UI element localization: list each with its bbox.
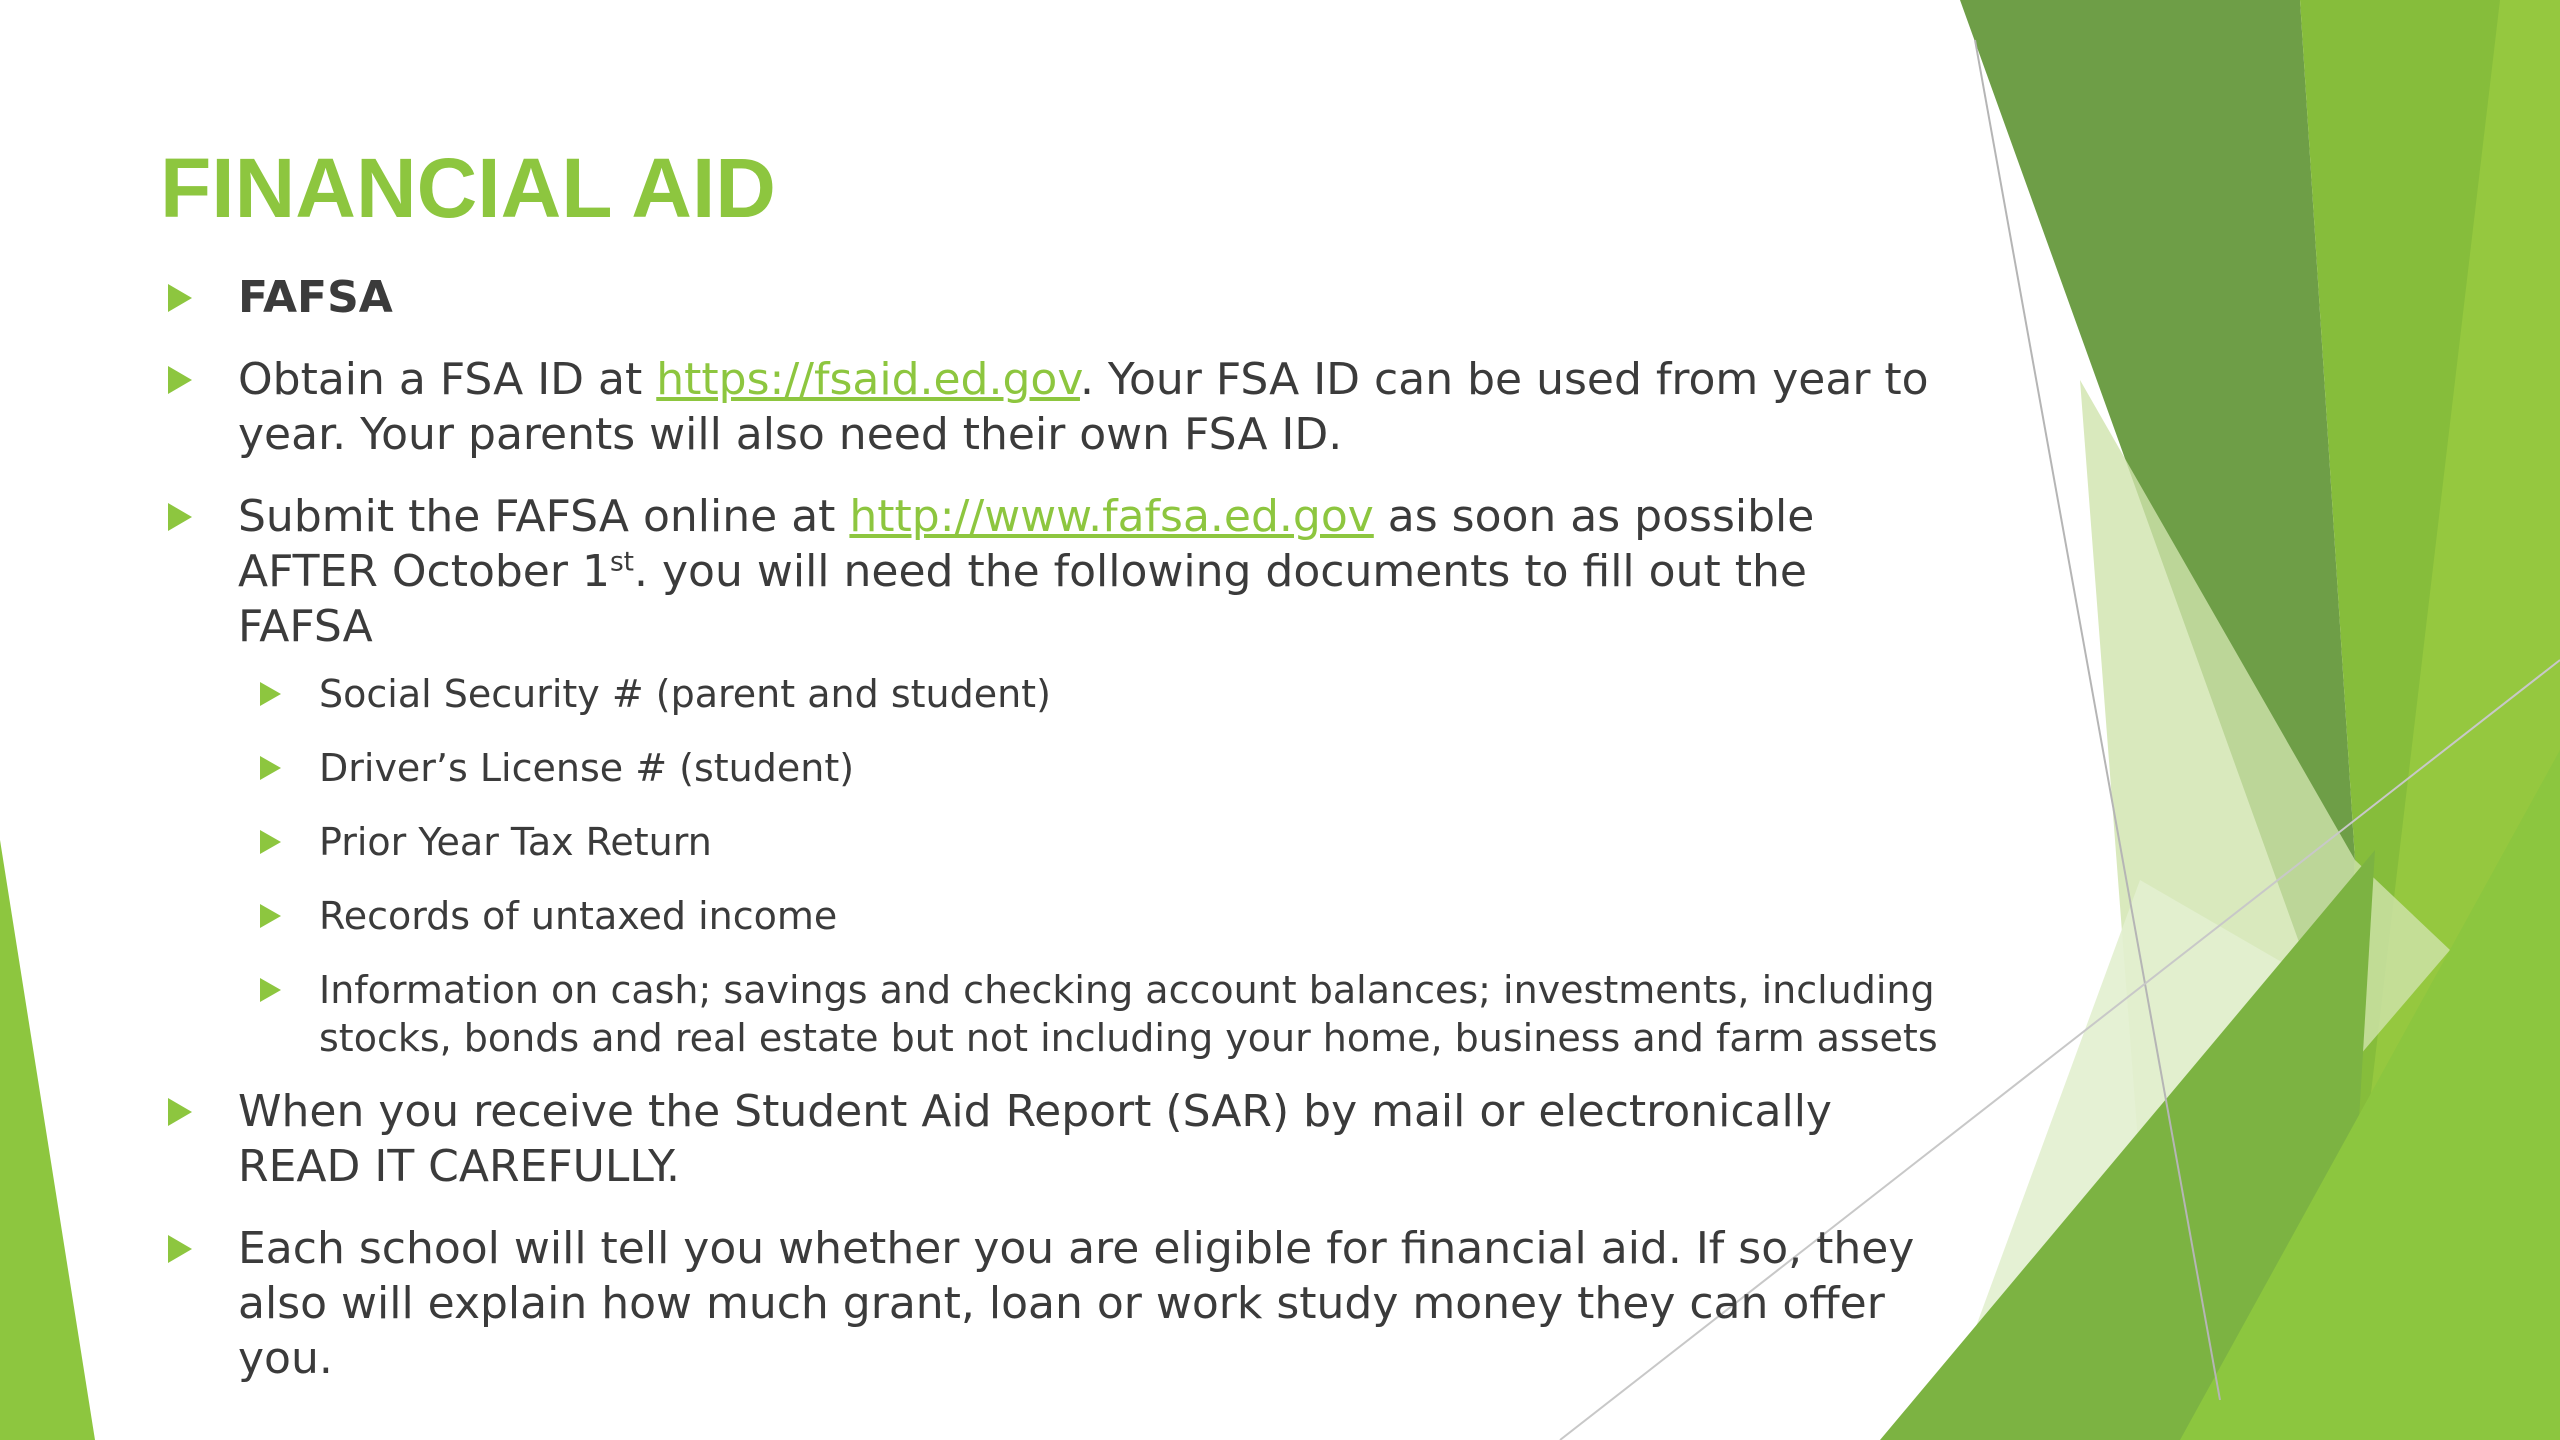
triangle-bullet-icon <box>260 978 281 1002</box>
bullet-submit-fafsa <box>160 489 1950 654</box>
school-text: Each school will tell you whether you are eligible for financial aid. If so, they also will explain how much grant, loan or work study money they can offer you. <box>238 1223 1915 1384</box>
document-item <box>260 744 1950 792</box>
submit-superscript: st <box>609 546 635 578</box>
bullet-fafsa <box>160 270 1950 325</box>
triangle-bullet-icon <box>168 366 192 394</box>
document-item <box>260 966 1950 1062</box>
fsa-id-suffix: . Your FSA ID can be used from year to year. Your parents will also need their own FSA ID. <box>238 354 1929 460</box>
fsa-id-text <box>238 352 1950 462</box>
triangle-bullet-icon <box>168 1098 192 1126</box>
triangle-bullet-icon <box>260 904 281 928</box>
sar-text: When you receive the Student Aid Report (SAR) by mail or electronically READ IT CAREFULLY. <box>238 1086 1832 1192</box>
slide-title: FINANCIAL AID <box>160 141 776 235</box>
fafsa-heading: FAFSA <box>238 272 393 323</box>
document-text: Social Security # (parent and student) <box>319 672 1051 716</box>
slide-content <box>160 270 1950 1386</box>
bullet-sar <box>160 1084 1950 1194</box>
fsa-id-prefix: Obtain a FSA ID at <box>238 354 657 405</box>
document-item <box>260 892 1950 940</box>
document-item <box>260 670 1950 718</box>
document-text: Information on cash; savings and checking account balances; investments, including stocks, bonds and real estate but not including your home, business and farm assets <box>319 968 1938 1060</box>
fsaid-link[interactable]: https://fsaid.ed.gov <box>656 354 1080 405</box>
triangle-bullet-icon <box>260 756 281 780</box>
submit-suffix: . you will need the following documents to fill out the FAFSA <box>238 546 1807 652</box>
triangle-bullet-icon <box>168 284 192 312</box>
triangle-bullet-icon <box>168 1235 192 1263</box>
document-text: Records of untaxed income <box>319 894 838 938</box>
bullet-school <box>160 1221 1950 1386</box>
document-item <box>260 818 1950 866</box>
bullet-fsa-id <box>160 352 1950 462</box>
document-text: Driver’s License # (student) <box>319 746 855 790</box>
submit-middle: as soon as possible AFTER October 1 <box>238 491 1815 597</box>
submit-fafsa-text <box>238 489 1950 654</box>
left-green-sliver <box>0 840 95 1440</box>
fafsa-link[interactable]: http://www.fafsa.ed.gov <box>849 491 1374 542</box>
document-text: Prior Year Tax Return <box>319 820 712 864</box>
triangle-bullet-icon <box>260 682 281 706</box>
triangle-bullet-icon <box>260 830 281 854</box>
submit-prefix: Submit the FAFSA online at <box>238 491 850 542</box>
triangle-bullet-icon <box>168 503 192 531</box>
